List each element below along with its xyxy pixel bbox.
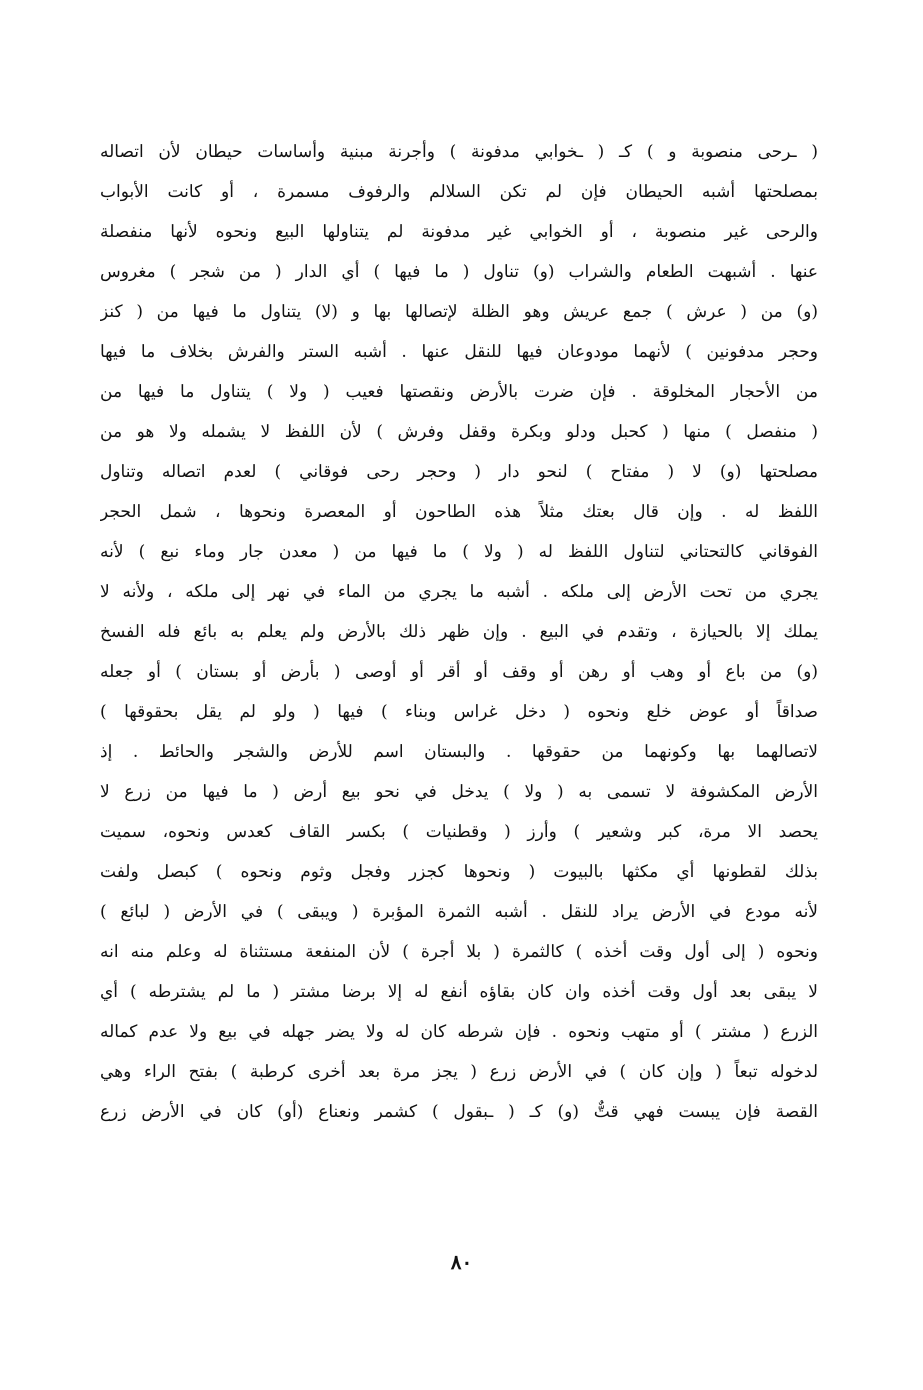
text-line: بذلك لقطونها أي مكثها بالبيوت ( ونحوها كجزر وفجل وثوم ونحوه ) كبصل ولفت	[100, 862, 818, 882]
text-line: بمصلحتها أشبه الحيطان فإن لم تكن السلالم والرفوف مسمرة ، أو كانت الأبواب	[100, 182, 818, 202]
text-line: والرحى غير منصوبة ، أو الخوابي غير مدفونة لم يتناولها البيع ونحوه لأنها منفصلة	[100, 222, 818, 242]
text-line: لدخوله تبعاً ( وإن كان ) في الأرض زرع ( يجز مرة بعد أخرى كرطبة ) بفتح الراء وهي	[100, 1062, 818, 1082]
text-line: يجري من تحت الأرض إلى ملكه . أشبه ما يجري من الماء في نهر إلى ملكه ، ولأنه لا	[100, 582, 818, 602]
text-line: مصلحتها (و) لا ( مفتاح ) لنحو دار ( وحجر رحى فوقاني ) لعدم اتصاله وتناول	[100, 462, 818, 482]
text-line: ونحوه ( إلى أول وقت أخذه ) كالثمرة ( بلا أجرة ) لأن المنفعة مستثناة له وعلم منه انه	[100, 942, 818, 962]
text-line: ( منفصل ) منها ( كحبل ودلو وبكرة وقفل وفرش ) لأن اللفظ لا يشمله ولا هو من	[100, 422, 818, 442]
text-line: وحجر مدفونين ) لأنهما مودوعان فيها للنقل عنها . أشبه الستر والفرش بخلاف ما فيها	[100, 342, 818, 362]
text-line: لأنه مودع في الأرض يراد للنقل . أشبه الثمرة المؤبرة ( ويبقى ) في الأرض ( لبائع )	[100, 902, 818, 922]
text-line: الأرض المكشوفة لا تسمى به ( ولا ) يدخل في نحو بيع أرض ( ما فيها من زرع لا	[100, 782, 818, 802]
text-line: (و) من ( عرش ) جمع عريش وهو الظلة لإتصالها بها و (لا) يتناول ما فيها من ( كنز	[100, 302, 818, 322]
text-line: ( ـرحى منصوبة و ) كـ ( ـخوابي مدفونة ) وأجرنة مبنية وأساسات حيطان لأن اتصاله	[100, 142, 818, 162]
body-text	[100, 132, 818, 1132]
text-line: الزرع ( مشتر ) أو متهب ونحوه . فإن شرطه كان له ولا يضر جهله في بيع ولا عدم كماله	[100, 1022, 818, 1042]
text-line: القصة فإن يبست فهي قتٌّ (و) كـ ( ـبقول ) كشمر ونعناع (أو) كان في الأرض زرع	[100, 1102, 818, 1122]
page-number: ٨٠	[450, 1250, 473, 1274]
text-line: اللفظ له . وإن قال بعتك مثلاً هذه الطاحون أو المعصرة ونحوها ، شمل الحجر	[100, 502, 818, 522]
text-line: صداقاً أو عوض خلع ونحوه ( دخل غراس وبناء ) فيها ( ولو لم يقل بحقوقها )	[100, 702, 818, 722]
text-line: يحصد الا مرة، كبر وشعير ) وأرز ( وقطنيات ) بكسر القاف كعدس ونحوه، سميت	[100, 822, 818, 842]
text-line: يملك إلا بالحيازة ، وتقدم في البيع . وإن ظهر ذلك بالأرض ولم يعلم به بائع فله الفسخ	[100, 622, 818, 642]
text-line: لاتصالهما بها وكونهما من حقوقها . والبستان اسم للأرض والشجر والحائط . إذ	[100, 742, 818, 762]
text-line: الفوقاني كالتحتاني لتناول اللفظ له ( ولا ) ما فيها من ( معدن جار وماء نبع ) لأنه	[100, 542, 818, 562]
text-line: لا يبقى بعد أول وقت أخذه وان كان بقاؤه أنفع له إلا برضا مشتر ( ما لم يشترطه ) أي	[100, 982, 818, 1002]
text-line: عنها . أشبهت الطعام والشراب (و) تناول ( ما فيها ) أي الدار ( من شجر ) مغروس	[100, 262, 818, 282]
text-line: من الأحجار المخلوقة . فإن ضرت بالأرض ونقصتها فعيب ( ولا ) يتناول ما فيها من	[100, 382, 818, 402]
text-line: (و) من باع أو وهب أو رهن أو وقف أو أقر أو أوصى ( بأرض أو بستان ) أو جعله	[100, 662, 818, 682]
